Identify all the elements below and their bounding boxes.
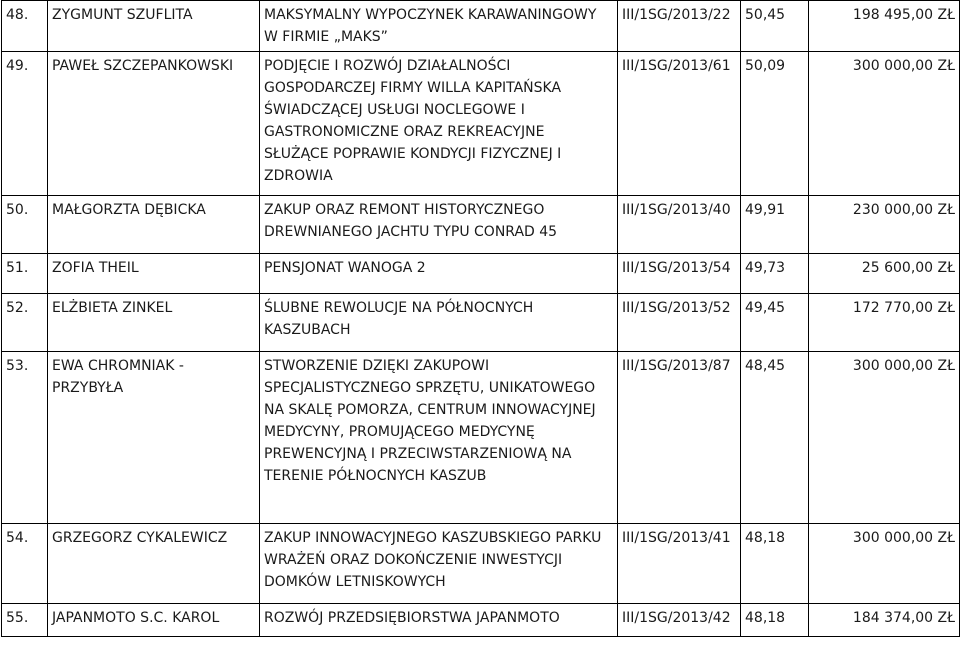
- grant-amount: 198 495,00 ZŁ: [809, 1, 960, 52]
- applicant-name: ZOFIA THEIL: [48, 254, 260, 294]
- grant-amount: 25 600,00 ZŁ: [809, 254, 960, 294]
- row-number: 49.: [2, 52, 48, 196]
- application-number: III/1SG/2013/52: [618, 294, 741, 352]
- project-title: ZAKUP INNOWACYJNEGO KASZUBSKIEGO PARKU WRAŻEŃ ORAZ DOKOŃCZENIE INWESTYCJI DOMKÓW LETNISKOWYCH: [260, 524, 618, 604]
- application-number: III/1SG/2013/41: [618, 524, 741, 604]
- project-title: ŚLUBNE REWOLUCJE NA PÓŁNOCNYCH KASZUBACH: [260, 294, 618, 352]
- applicant-name: MAŁGORZTA DĘBICKA: [48, 196, 260, 254]
- row-number: 51.: [2, 254, 48, 294]
- grant-amount: 300 000,00 ZŁ: [809, 524, 960, 604]
- row-number: 48.: [2, 1, 48, 52]
- table-row: [2, 604, 960, 637]
- project-title: PODJĘCIE I ROZWÓJ DZIAŁALNOŚCI GOSPODARCZEJ FIRMY WILLA KAPITAŃSKA ŚWIADCZĄCEJ USŁUGI NOCLEGOWE I GASTRONOMICZNE ORAZ REKREACYJNE SŁUŻĄCE POPRAWIE KONDYCJI FIZYCZNEJ I ZDROWIA: [260, 52, 618, 196]
- project-title: ROZWÓJ PRZEDSIĘBIORSTWA JAPANMOTO: [260, 604, 618, 637]
- grant-amount: 300 000,00 ZŁ: [809, 352, 960, 524]
- row-number: 50.: [2, 196, 48, 254]
- row-number: 55.: [2, 604, 48, 637]
- application-number: III/1SG/2013/61: [618, 52, 741, 196]
- application-number: III/1SG/2013/22: [618, 1, 741, 52]
- row-number: 54.: [2, 524, 48, 604]
- grant-amount: 172 770,00 ZŁ: [809, 294, 960, 352]
- table-row: [2, 1, 960, 52]
- project-title: PENSJONAT WANOGA 2: [260, 254, 618, 294]
- application-number: III/1SG/2013/87: [618, 352, 741, 524]
- row-number: 52.: [2, 294, 48, 352]
- table-row: [2, 294, 960, 352]
- project-title: ZAKUP ORAZ REMONT HISTORYCZNEGO DREWNIANEGO JACHTU TYPU CONRAD 45: [260, 196, 618, 254]
- score: 49,45: [741, 294, 809, 352]
- applicant-name: EWA CHROMNIAK - PRZYBYŁA: [48, 352, 260, 524]
- score: 50,45: [741, 1, 809, 52]
- grant-amount: 300 000,00 ZŁ: [809, 52, 960, 196]
- grant-amount: 184 374,00 ZŁ: [809, 604, 960, 637]
- project-title: STWORZENIE DZIĘKI ZAKUPOWI SPECJALISTYCZNEGO SPRZĘTU, UNIKATOWEGO NA SKALĘ POMORZA, CENTRUM INNOWACYJNEJ MEDYCYNY, PROMUJĄCEGO MEDYCYNĘ PREWENCYJNĄ I PRZECIWSTARZENIOWĄ NA TERENIE PÓŁNOCNYCH KASZUB: [260, 352, 618, 524]
- row-number: 53.: [2, 352, 48, 524]
- applicant-name: PAWEŁ SZCZEPANKOWSKI: [48, 52, 260, 196]
- score: 49,91: [741, 196, 809, 254]
- score: 48,18: [741, 604, 809, 637]
- applicant-name: ZYGMUNT SZUFLITA: [48, 1, 260, 52]
- applicant-name: ELŻBIETA ZINKEL: [48, 294, 260, 352]
- score: 49,73: [741, 254, 809, 294]
- table-row: [2, 196, 960, 254]
- score: 50,09: [741, 52, 809, 196]
- grant-amount: 230 000,00 ZŁ: [809, 196, 960, 254]
- table-row: [2, 524, 960, 604]
- application-number: III/1SG/2013/42: [618, 604, 741, 637]
- score: 48,45: [741, 352, 809, 524]
- applicant-name: GRZEGORZ CYKALEWICZ: [48, 524, 260, 604]
- applicant-name: JAPANMOTO S.C. KAROL: [48, 604, 260, 637]
- grant-table: [1, 0, 960, 637]
- application-number: III/1SG/2013/54: [618, 254, 741, 294]
- application-number: III/1SG/2013/40: [618, 196, 741, 254]
- table-row: [2, 254, 960, 294]
- table-row: [2, 52, 960, 196]
- score: 48,18: [741, 524, 809, 604]
- project-title: MAKSYMALNY WYPOCZYNEK KARAWANINGOWY W FIRMIE „MAKS”: [260, 1, 618, 52]
- table-row: [2, 352, 960, 524]
